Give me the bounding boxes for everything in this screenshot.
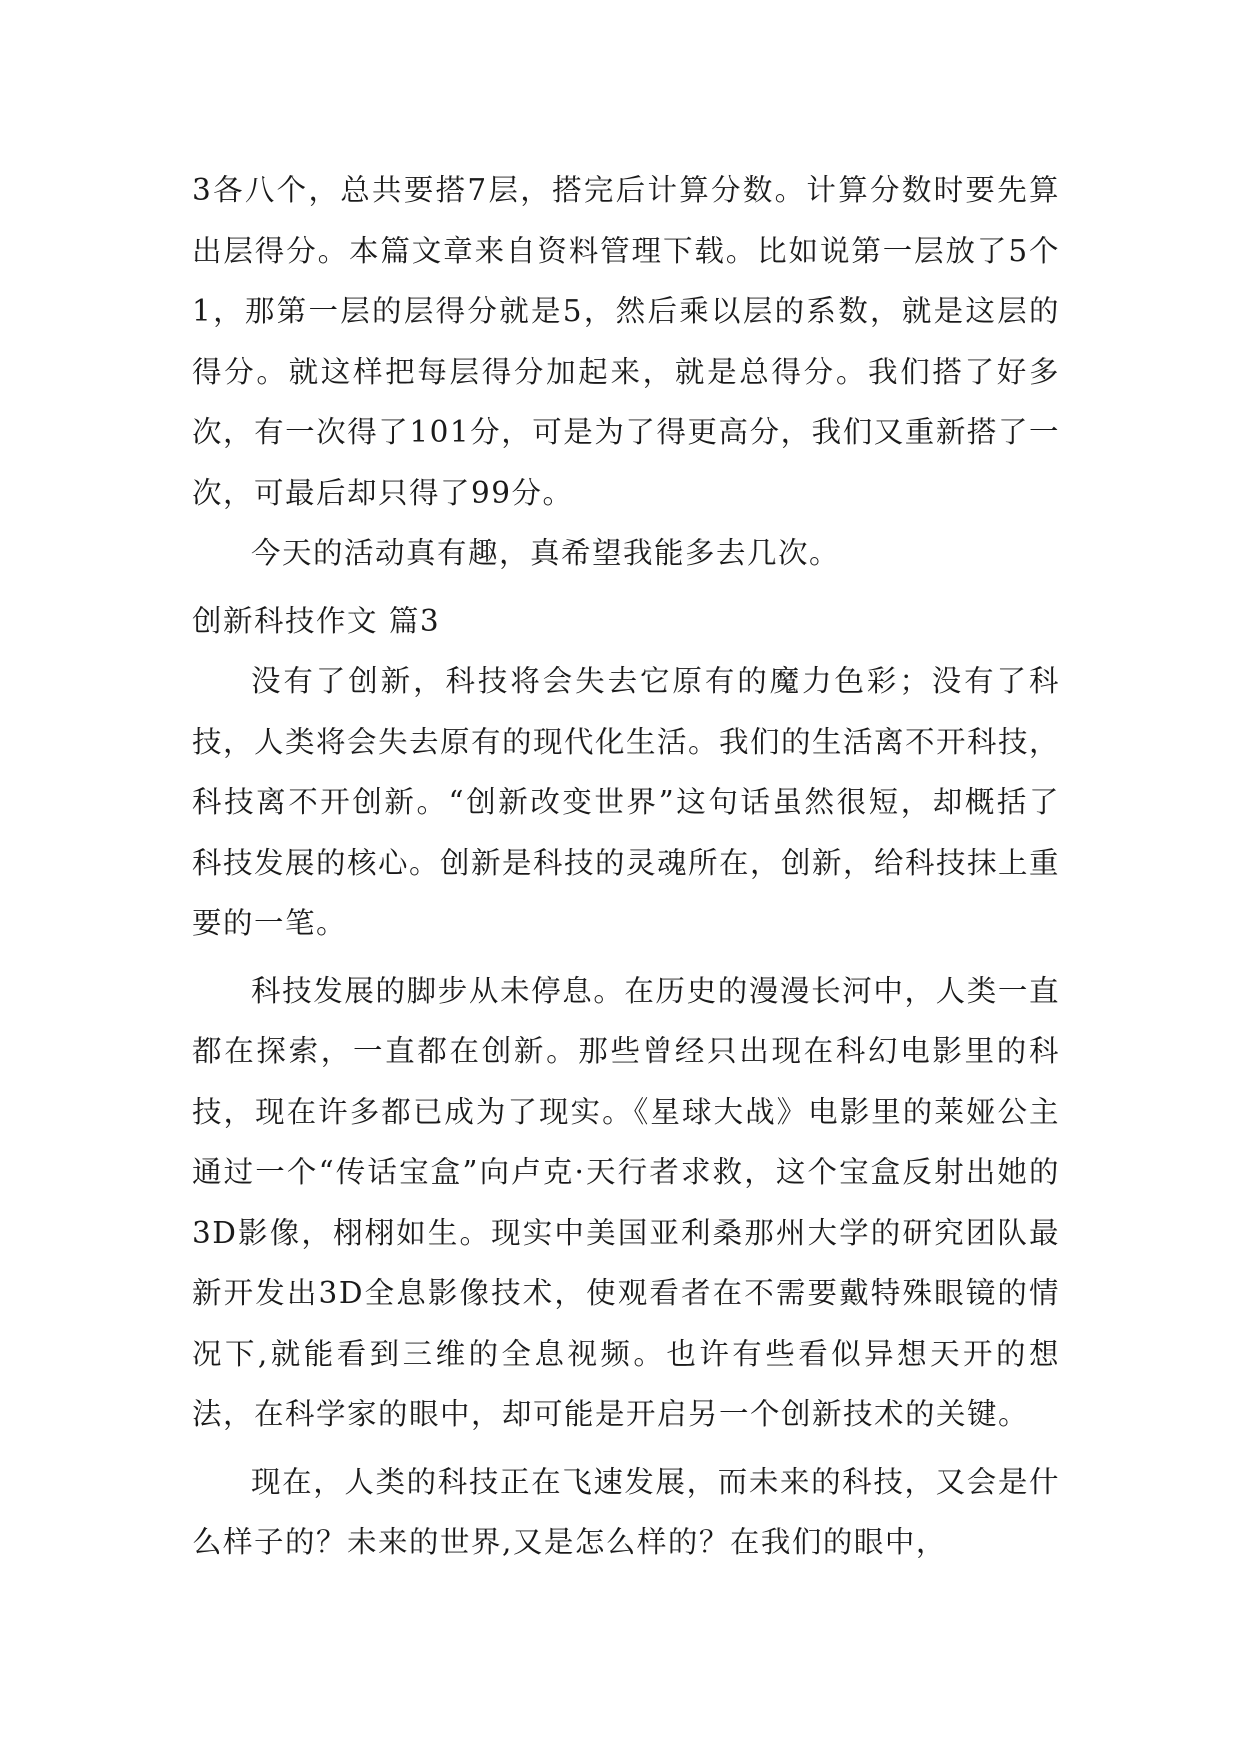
paragraph-innovation-intro: 没有了创新，科技将会失去它原有的魔力色彩；没有了科技，人类将会失去原有的现代化生活。我们的生活离不开科技，科技离不开创新。“创新改变世界”这句话虽然很短，却概括了科技发展的核心。创新是科技的灵魂所在，创新，给科技抹上重要的一笔。: [192, 664, 1061, 940]
document-body: [192, 160, 1060, 1580]
section-heading: 创新科技作文 篇3: [192, 603, 441, 638]
paragraph-future-tech: 现在，人类的科技正在飞速发展，而未来的科技，又会是什么样子的？未来的世界,又是怎么样的？在我们的眼中，: [192, 1464, 1060, 1559]
paragraph-activity-fun: 今天的活动真有趣，真希望我能多去几次。: [251, 536, 841, 570]
paragraph-continued: 3各八个，总共要搭7层，搭完后计算分数。计算分数时要先算出层得分。本篇文章来自资料管理下载。比如说第一层放了5个1，那第一层的层得分就是5，然后乘以层的系数，就是这层的得分。就这样把每层得分加起来，就是总得分。我们搭了好多次，有一次得了101分，可是为了得更高分，我们又重新搭了一次，可最后却只得了99分。: [192, 173, 1060, 510]
paragraph-tech-history: 科技发展的脚步从未停息。在历史的漫漫长河中，人类一直都在探索，一直都在创新。那些曾经只出现在科幻电影里的科技，现在许多都已成为了现实。《星球大战》电影里的莱娅公主通过一个“传话宝盒”向卢克·天行者求救，这个宝盒反射出她的3D影像，栩栩如生。现实中美国亚利桑那州大学的研究团队最新开发出3D全息影像技术，使观看者在不需要戴特殊眼镜的情况下,就能看到三维的全息视频。也许有些看似异想天开的想法，在科学家的眼中，却可能是开启另一个创新技术的关键。: [192, 973, 1060, 1431]
